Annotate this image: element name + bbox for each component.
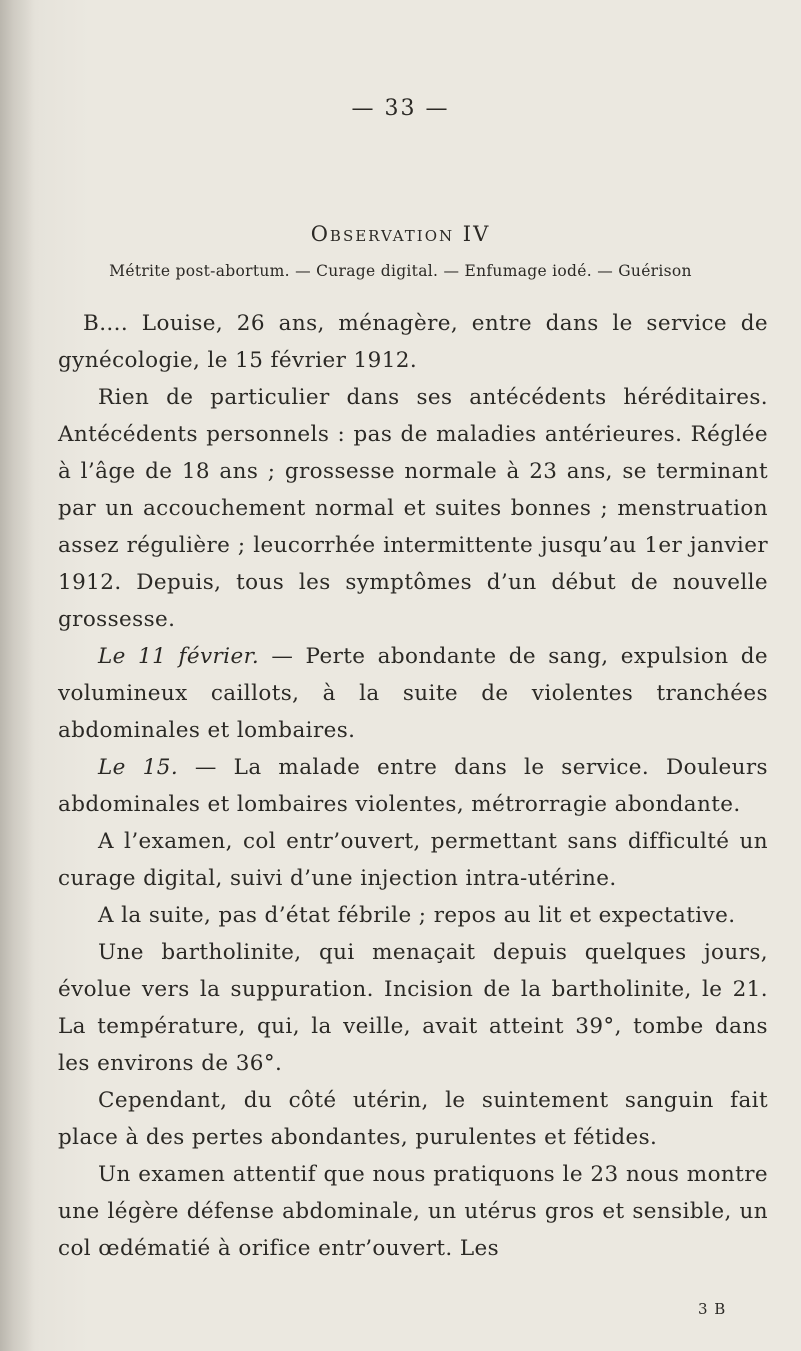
paragraph-antecedents: Rien de particulier dans ses antécédents héréditaires. Antécédents personnels : pas de maladies antérieures. Réglée à l’âge de 18 ans ; grossesse normale à 23 ans, se terminant par un accouchement normal et suites bonnes ; menstruation assez régulière ; leucorrhée intermittente jusqu’au 1er janvier 1912. Depuis, tous les symptômes d’un début de nouvelle grossesse. — [58, 385, 768, 632]
paragraph-exam-23: Un examen attentif que nous pratiquons le 23 nous montre une légère défense abdominale, un utérus gros et sensible, un col œdématié à orifice entr’ouvert. Les — [58, 1162, 768, 1261]
printer-signature-mark: 3 B — [698, 1300, 727, 1318]
paragraph-uterine-discharge: Cependant, du côté utérin, le suintement sanguin fait place à des pertes abondantes, purulentes et fétides. — [58, 1088, 768, 1150]
date-feb-15: Le 15. — [98, 755, 179, 780]
paragraph-feb-15 — [58, 749, 768, 823]
date-feb-11: Le 11 février. — [98, 644, 260, 669]
paragraph-examination: A l’examen, col entr’ouvert, permettant sans difficulté un curage digital, suivi d’une injection intra-utérine. — [58, 829, 768, 891]
paragraph-bartholinitis: Une bartholinite, qui menaçait depuis quelques jours, évolue vers la suppuration. Incision de la bartholinite, le 21. La température, qui, la veille, avait atteint 39°, tombe dans les environs de 36°. — [58, 940, 768, 1076]
paragraph-feb-11 — [58, 638, 768, 749]
paragraph-follow-up: A la suite, pas d’état fébrile ; repos au lit et expectative. — [98, 903, 736, 928]
book-gutter-shadow — [0, 0, 34, 1351]
observation-title: Observation IV — [310, 222, 491, 246]
paragraph-feb-15-text: — La malade entre dans le service. Douleurs abdominales et lombaires violentes, métrorragie abondante. — [58, 755, 768, 817]
paragraph-feb-11-text: — Perte abondante de sang, expulsion de volumineux caillots, à la suite de violentes tranchées abdominales et lombaires. — [58, 644, 768, 743]
page-number: — 33 — — [351, 96, 450, 121]
observation-subtitle: Métrite post-abortum. — Curage digital. — Enfumage iodé. — Guérison — [109, 262, 692, 280]
paragraph-patient-intro: B.... Louise, 26 ans, ménagère, entre dans le service de gynécologie, le 15 février 1912. — [58, 311, 768, 373]
body-text — [58, 305, 768, 1267]
